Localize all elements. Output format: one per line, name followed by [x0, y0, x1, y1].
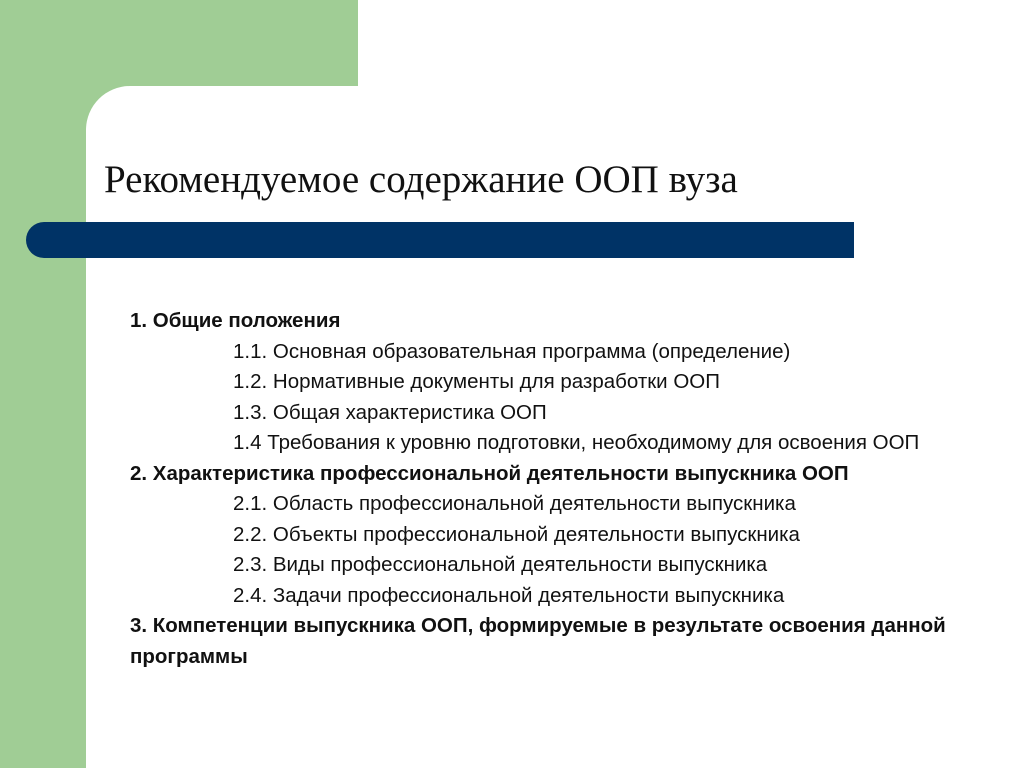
slide-title: Рекомендуемое содержание ООП вуза: [104, 158, 738, 201]
section-3-heading: 3. Компетенции выпускника ООП, формируемые в результате освоения данной программы: [130, 614, 946, 668]
section-1-item: 1.1. Основная образовательная программа (определение): [233, 339, 791, 363]
section-2-item: 2.1. Область профессиональной деятельности выпускника: [233, 492, 796, 515]
section-1-item: 1.2. Нормативные документы для разработки ООП: [233, 370, 720, 393]
section-2-heading: 2. Характеристика профессиональной деятельности выпускника ООП: [130, 461, 849, 485]
content-outline: [130, 306, 980, 672]
section-2-item: 2.3. Виды профессиональной деятельности выпускника: [233, 553, 768, 576]
section-2-item: 2.4. Задачи профессиональной деятельности выпускника: [233, 583, 785, 607]
section-1-heading: 1. Общие положения: [130, 309, 341, 332]
title-underline-bar: [26, 222, 854, 258]
section-1-item: 1.3. Общая характеристика ООП: [233, 400, 547, 424]
section-1-item: 1.4 Требования к уровню подготовки, необходимому для освоения ООП: [233, 431, 920, 454]
section-2-item: 2.2. Объекты профессиональной деятельности выпускника: [233, 522, 800, 546]
